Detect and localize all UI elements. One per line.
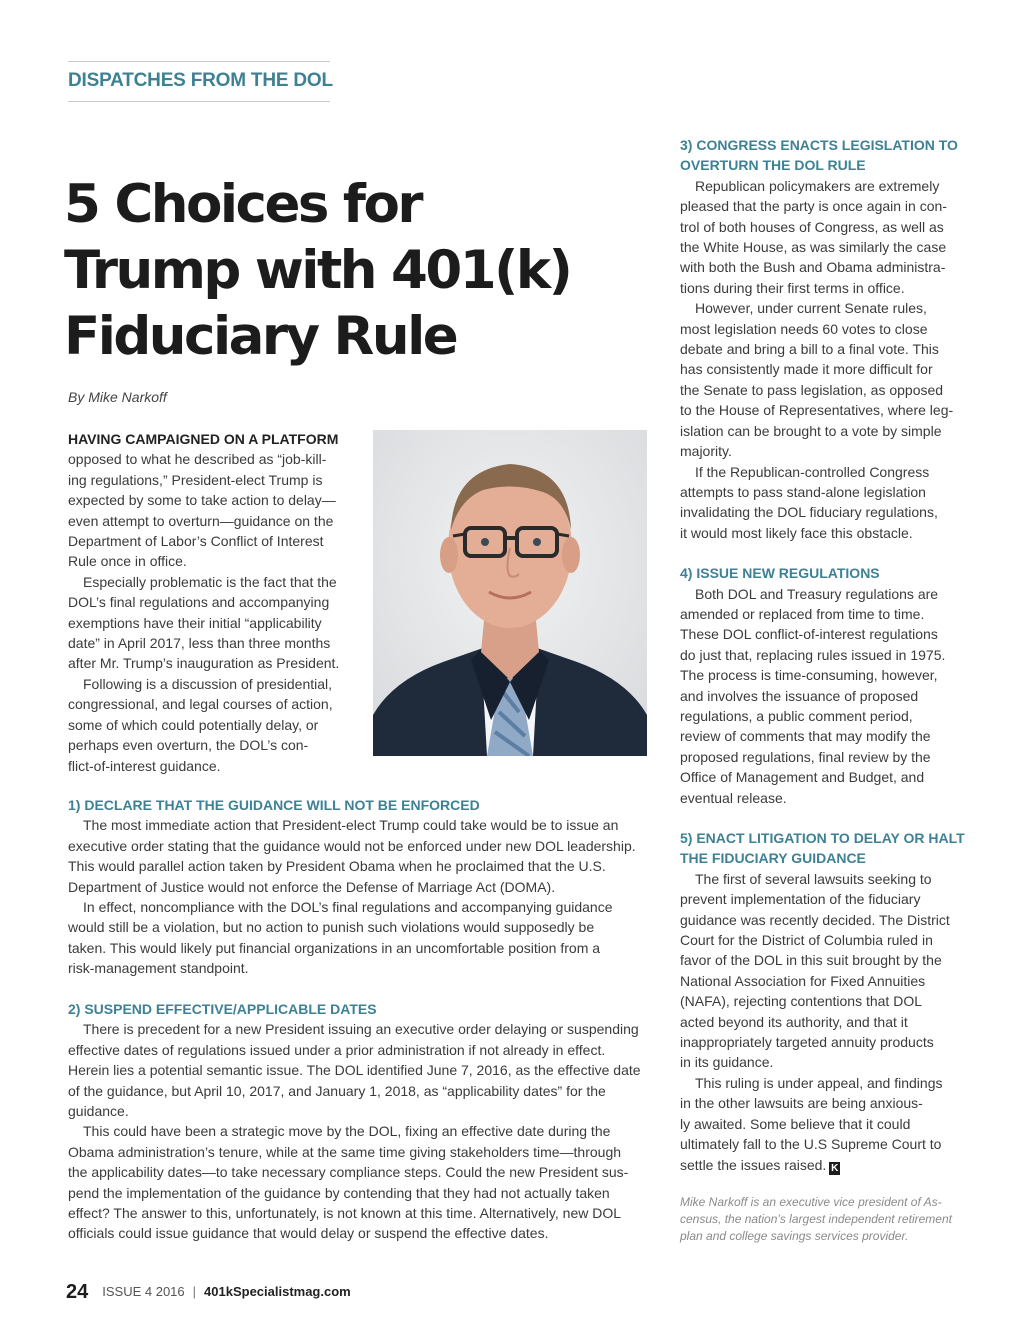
footer-separator: |: [192, 1284, 197, 1299]
headline-line: Fiduciary Rule: [64, 306, 457, 367]
site-link[interactable]: 401kSpecialistmag.com: [204, 1284, 351, 1299]
intro-paragraph-1: HAVING CAMPAIGNED ON A PLATFORM opposed to what he described as “job-kill- ing regulations,” President-elect Trump is expected by some to take action to delay— even attempt to overturn—guidance on the Department of Labor’s Conflict of Interest Rule once in office.: [68, 431, 339, 570]
section-2-paragraph-1: There is precedent for a new President issuing an executive order delaying or suspending effective dates of regulations issued under a prior administration if not already in effect. Herein lies a potential semantic issue. The DOL identified June 7, 2016, as the effective date of the guidance, but April 10, 2017, and January 1, 2018, as “applicability dates” for the guidance.: [68, 1021, 641, 1120]
section-rule-top: [68, 61, 330, 62]
section-1: [68, 795, 658, 979]
byline: By Mike Narkoff: [68, 389, 167, 405]
section-5-paragraph-1: The first of several lawsuits seeking to prevent implementation of the fiduciary guidance was recently decided. The District Court for the District of Columbia ruled in favor of the DOL in this suit brought by the National Association for Fixed Annuities (NAFA), rejecting contentions that DOL acted beyond its authority, and that it inappropriately targeted annuity products in its guidance.: [680, 870, 950, 1071]
section-5-paragraph-2: This ruling is under appeal, and findings in the other lawsuits are being anxious- ly awaited. Some believe that it could ultimately fall to the U.S Supreme Court to settle the issues raised. K: [680, 1074, 943, 1174]
lead-in: HAVING CAMPAIGNED ON A PLATFORM: [68, 431, 339, 447]
section-3-paragraph-2: However, under current Senate rules, most legislation needs 60 votes to close debate and bring a bill to a final vote. This has consistently made it more difficult for the Senate to pass legislation, as opposed to the House of Representatives, where leg- islation can be brought to a vote by simple majority.: [680, 300, 954, 460]
portrait-illustration: [373, 430, 647, 756]
section-5-heading: 5) ENACT LITIGATION TO DELAY OR HALT THE FIDUCIARY GUIDANCE: [680, 830, 965, 867]
issue-label: ISSUE 4 2016: [102, 1284, 185, 1299]
section-1-heading: 1) DECLARE THAT THE GUIDANCE WILL NOT BE ENFORCED: [68, 797, 480, 813]
article-headline: [64, 172, 624, 370]
section-1-paragraph-1: The most immediate action that President-elect Trump could take would be to issue an executive order stating that the guidance would not be enforced under new DOL leadership. This would parallel action taken by President Obama when he proclaimed that the U.S. Department of Justice would not enforce the Defense of Marriage Act (DOMA).: [68, 817, 636, 895]
section-title: DISPATCHES FROM THE DOL: [68, 70, 333, 91]
section-2-heading: 2) SUSPEND EFFECTIVE/APPLICABLE DATES: [68, 1001, 377, 1017]
page-footer: [66, 1281, 351, 1304]
section-3-paragraph-1: Republican policymakers are extremely pleased that the party is once again in con- trol of both houses of Congress, as well as the White House, as was similarly the case with both the Bush and Obama administra- tions during their first terms in office.: [680, 177, 947, 296]
section-rule-bottom: [68, 101, 330, 102]
section-4-paragraph-1: Both DOL and Treasury regulations are amended or replaced from time to time. These DOL conflict-of-interest regulations do just that, replacing rules issued in 1975. The process is time-consuming, however, and involves the issuance of proposed regulations, a public comment period, review of comments that may modify the proposed regulations, final review by the Office of Management and Budget, and eventual release.: [680, 585, 946, 806]
section-1-paragraph-2: In effect, noncompliance with the DOL’s final regulations and accompanying guidance would still be a violation, but no action to punish such violations would supposedly be taken. This would likely put financial organizations in an uncomfortable position from a risk-management standpoint.: [68, 899, 613, 977]
section-3-heading: 3) CONGRESS ENACTS LEGISLATION TO OVERTURN THE DOL RULE: [680, 137, 958, 174]
section-3-paragraph-3: If the Republican-controlled Congress attempts to pass stand-alone legislation invalidating the DOL fiduciary regulations, it would most likely face this obstacle.: [680, 463, 938, 541]
author-note: Mike Narkoff is an executive vice president of As- census, the nation’s largest independent retirement plan and college savings services provider.: [680, 1195, 952, 1243]
author-photo: [373, 430, 647, 756]
right-column: [680, 135, 970, 1175]
intro-paragraph-2: Especially problematic is the fact that the DOL’s final regulations and accompanying exemptions have their initial “applicability date” in April 2017, less than three months after Mr. Trump’s inauguration as President.: [68, 573, 340, 672]
headline-line: 5 Choices for: [64, 174, 422, 235]
section-4-heading: 4) ISSUE NEW REGULATIONS: [680, 565, 880, 582]
headline-line: Trump with 401(k): [64, 240, 571, 301]
end-mark-icon: K: [831, 1162, 839, 1174]
intro-paragraph-3: Following is a discussion of presidential, congressional, and legal courses of action, some of which could potentially delay, or perhaps even overturn, the DOL’s con- flict-of-interest guidance.: [68, 675, 333, 774]
section-2: [68, 999, 658, 1244]
section-2-paragraph-2: This could have been a strategic move by the DOL, fixing an effective date during the Obama administration’s tenure, while at the same time giving stakeholders time—through the applicability dates—to take necessary compliance steps. Could the new President sus- pend the implementation of the guidance by contending that they had not actually taken effect? The answer to this, unfortunately, is not known at this time. Alternatively, new DOL officials could issue guidance that would delay or suspend the effective dates.: [68, 1123, 629, 1242]
intro-column: [68, 429, 358, 776]
page-number: 24: [66, 1281, 89, 1303]
